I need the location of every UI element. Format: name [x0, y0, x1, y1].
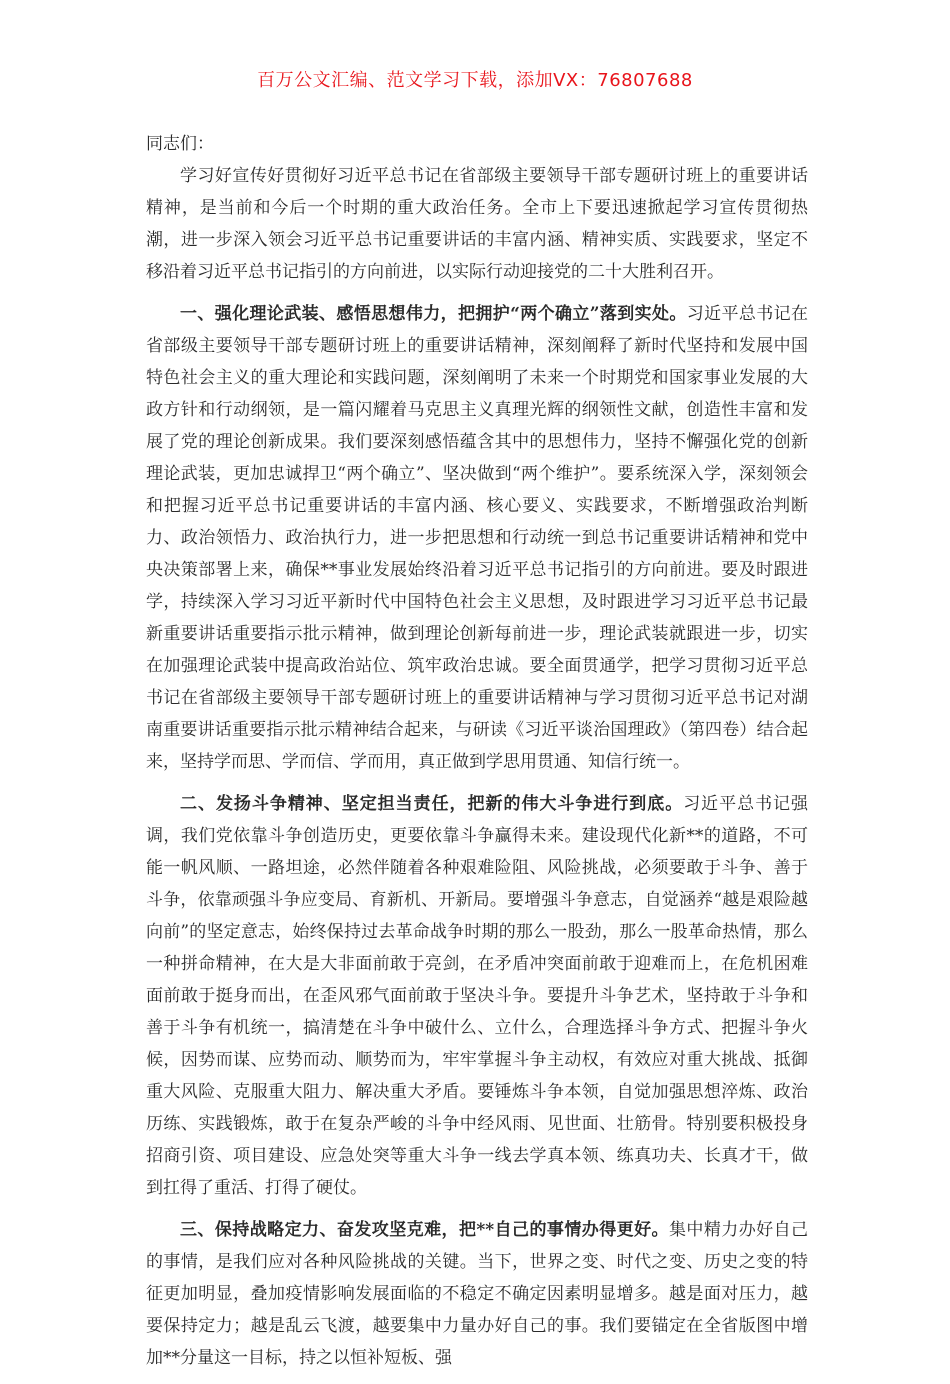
- salutation: 同志们：: [146, 134, 214, 154]
- section-2-heading: 二、发扬斗争精神、坚定担当责任，把新的伟大斗争进行到底。: [180, 794, 684, 814]
- section-2-body: 习近平总书记强调，我们党依靠斗争创造历史，更要依靠斗争赢得未来。建设现代化新**的道路，不可能一帆风顺、一路坦途，必然伴随着各种艰难险阻、风险挑战，必须要敢于斗争、善于斗争，依靠顽强斗争应变局、育新机、开新局。要增强斗争意志，自觉涵养“越是艰险越向前”的坚定意志，始终保持过去革命战争时期的那么一股劲，那么一股革命热情，那么一种拼命精神，在大是大非面前敢于亮剑，在矛盾冲突面前敢于迎难而上，在危机困难面前敢于挺身而出，在歪风邪气面前敢于坚决斗争。要提升斗争艺术，坚持敢于斗争和善于斗争有机统一，搞清楚在斗争中破什么、立什么，合理选择斗争方式、把握斗争火候，因势而谋、应势而动、顺势而为，牢牢掌握斗争主动权，有效应对重大挑战、抵御重大风险、克服重大阻力、解决重大矛盾。要锤炼斗争本领，自觉加强思想淬炼、政治历练、实践锻炼，敢于在复杂严峻的斗争中经风雨、见世面、壮筋骨。特别要积极投身招商引资、项目建设、应急处突等重大斗争一线去学真本领、练真功夫、长真才干，做到扛得了重活、打得了硬仗。: [146, 794, 809, 1198]
- section-1-heading: 一、强化理论武装、感悟思想伟力，把拥护“两个确立”落到实处。: [180, 304, 687, 324]
- section-3-paragraph: [146, 1214, 808, 1374]
- section-1-body: 习近平总书记在省部级主要领导干部专题研讨班上的重要讲话精神，深刻阐释了新时代坚持和发展中国特色社会主义的重大理论和实践问题，深刻阐明了未来一个时期党和国家事业发展的大政方针和行动纲领，是一篇闪耀着马克思主义真理光辉的纲领性文献，创造性丰富和发展了党的理论创新成果。我们要深刻感悟蕴含其中的思想伟力，坚持不懈强化党的创新理论武装，更加忠诚捍卫“两个确立”、坚决做到“两个维护”。要系统深入学，深刻领会和把握习近平总书记重要讲话的丰富内涵、核心要义、实践要求，不断增强政治判断力、政治领悟力、政治执行力，进一步把思想和行动统一到总书记重要讲话精神和党中央决策部署上来，确保**事业发展始终沿着习近平总书记指引的方向前进。要及时跟进学，持续深入学习习近平新时代中国特色社会主义思想，及时跟进学习习近平总书记最新重要讲话重要指示批示精神，做到理论创新每前进一步，理论武装就跟进一步，切实在加强理论武装中提高政治站位、筑牢政治忠诚。要全面贯通学，把学习贯彻习近平总书记在省部级主要领导干部专题研讨班上的重要讲话精神与学习贯彻习近平总书记对湖南重要讲话重要指示批示精神结合起来，与研读《习近平谈治国理政》（第四卷）结合起来，坚持学而思、学而信、学而用，真正做到学思用贯通、知信行统一。: [146, 304, 809, 772]
- section-1-paragraph: [146, 298, 808, 778]
- section-3-body: 集中精力办好自己的事情，是我们应对各种风险挑战的关键。当下，世界之变、时代之变、历史之变的特征更加明显，叠加疫情影响发展面临的不稳定不确定因素明显增多。越是面对压力，越要保持定力；越是乱云飞渡，越要集中力量办好自己的事。我们要锚定在全省版图中增加**分量这一目标，持之以恒补短板、强: [146, 1220, 809, 1368]
- intro-paragraph: 学习好宣传好贯彻好习近平总书记在省部级主要领导干部专题研讨班上的重要讲话精神，是当前和今后一个时期的重大政治任务。全市上下要迅速掀起学习宣传贯彻热潮，进一步深入领会习近平总书记重要讲话的丰富内涵、精神实质、实践要求，坚定不移沿着习近平总书记指引的方向前进，以实际行动迎接党的二十大胜利召开。: [146, 166, 808, 282]
- header-watermark-text: 百万公文汇编、范文学习下载，添加VX：76807688: [257, 70, 693, 91]
- section-2-paragraph: [146, 788, 808, 1204]
- section-3-heading: 三、保持战略定力、奋发攻坚克难，把**自己的事情办得更好。: [180, 1220, 669, 1240]
- document-body: [146, 128, 808, 1384]
